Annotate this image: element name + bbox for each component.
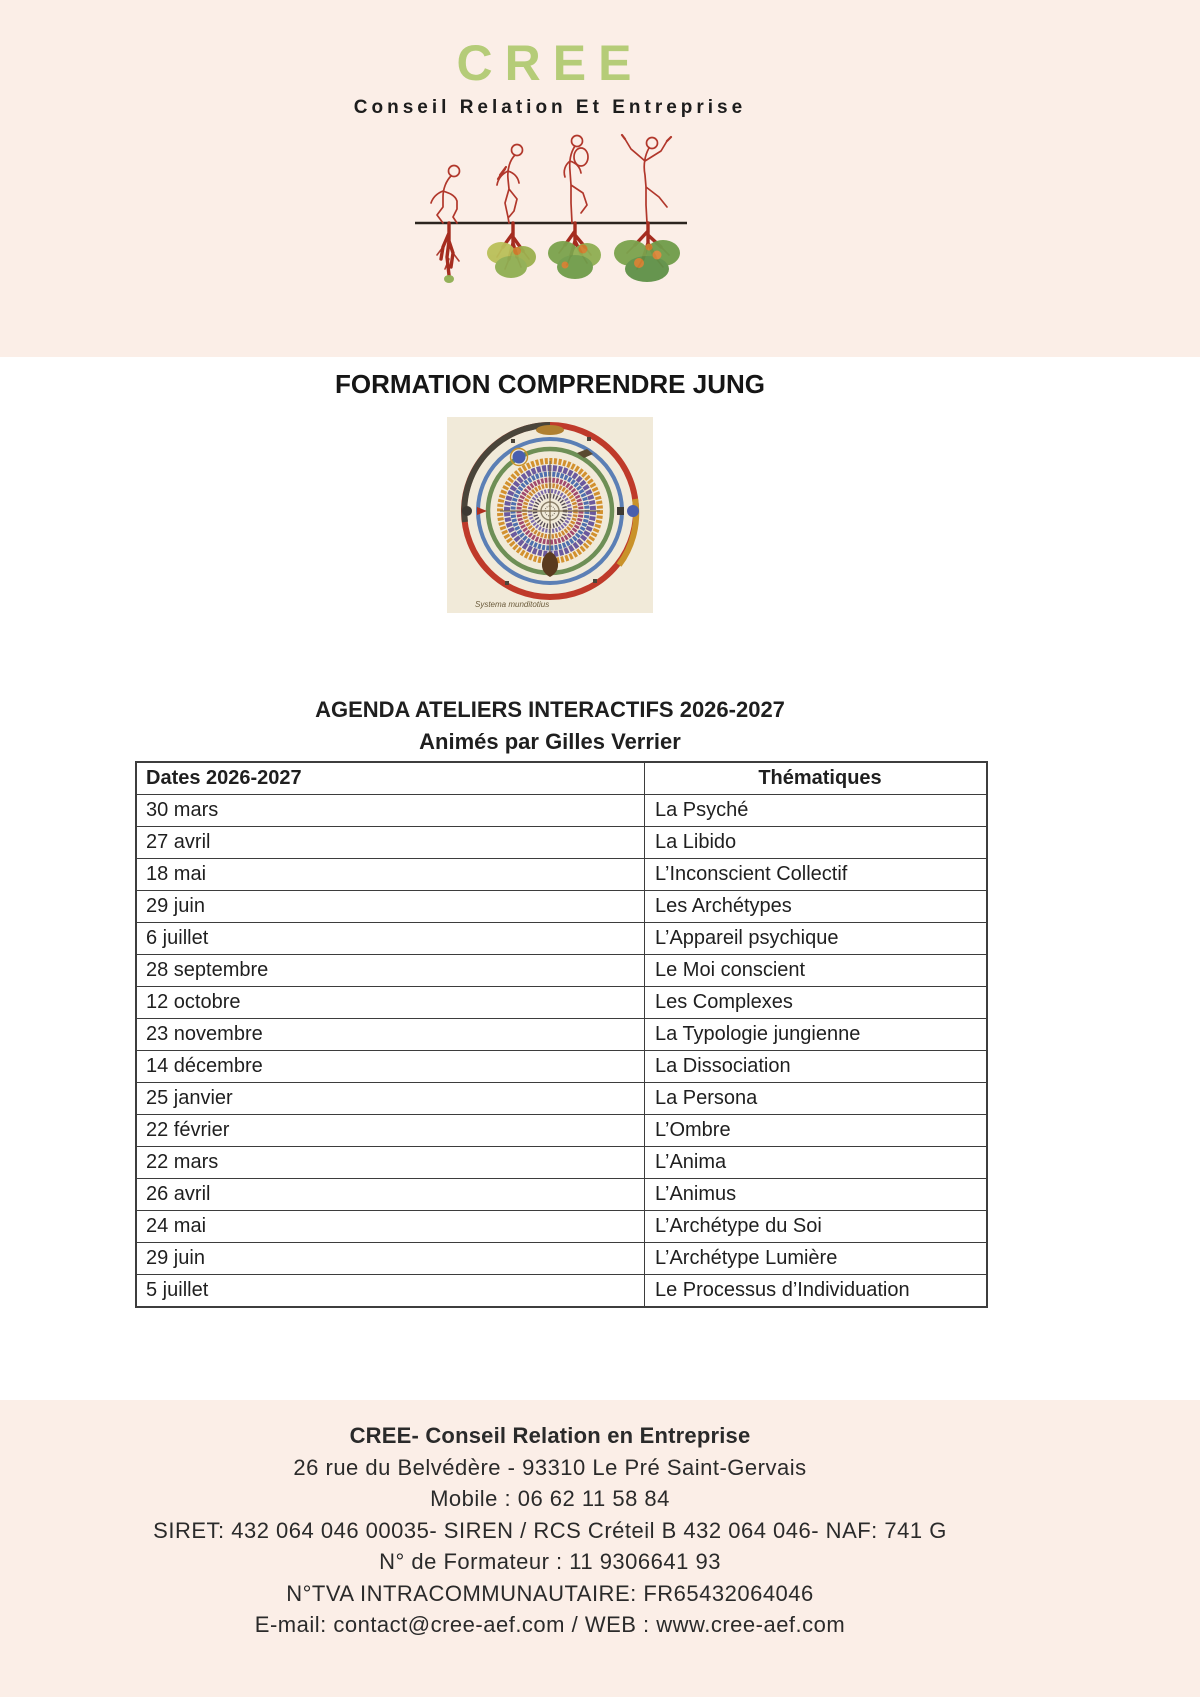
footer-line: 26 rue du Belvédère - 93310 Le Pré Saint-Gervais: [293, 1454, 807, 1480]
table-row: [136, 923, 987, 955]
date-cell: 25 janvier: [136, 1083, 645, 1115]
table-row: [136, 1243, 987, 1275]
agenda-subheading: Animés par Gilles Verrier: [419, 729, 681, 754]
agenda-table: [135, 761, 988, 1308]
theme-cell: L’Ombre: [645, 1115, 988, 1147]
jung-mandala-image: [0, 417, 1100, 613]
footer-line: N° de Formateur : 11 9306641 93: [379, 1549, 721, 1574]
table-row: [136, 891, 987, 923]
agenda-heading: AGENDA ATELIERS INTERACTIFS 2026-2027: [315, 697, 785, 722]
theme-cell: L’Animus: [645, 1179, 988, 1211]
date-cell: 27 avril: [136, 827, 645, 859]
table-row: [136, 827, 987, 859]
header-band: [0, 0, 1200, 357]
table-row: [136, 1083, 987, 1115]
table-row: [136, 1051, 987, 1083]
date-cell: 29 juin: [136, 1243, 645, 1275]
theme-cell: Les Complexes: [645, 987, 988, 1019]
footer-contact-block: [0, 1400, 1100, 1641]
theme-cell: La Psyché: [645, 795, 988, 827]
table-row: [136, 955, 987, 987]
cree-logo-text: CREE: [456, 35, 644, 91]
date-cell: 22 février: [136, 1115, 645, 1147]
theme-cell: L’Archétype Lumière: [645, 1243, 988, 1275]
theme-cell: La Dissociation: [645, 1051, 988, 1083]
theme-cell: L’Appareil psychique: [645, 923, 988, 955]
page-title: FORMATION COMPRENDRE JUNG: [335, 369, 765, 399]
document-body: [0, 357, 1200, 1400]
theme-cell: L’Anima: [645, 1147, 988, 1179]
date-cell: 6 juillet: [136, 923, 645, 955]
mandala-caption: Systema munditotius: [475, 600, 550, 609]
table-row: [136, 1211, 987, 1243]
theme-cell: Les Archétypes: [645, 891, 988, 923]
footer-line: CREE- Conseil Relation en Entreprise: [349, 1423, 751, 1448]
table-header-row: [136, 762, 987, 795]
roots-figures-drawing-icon: [405, 127, 695, 289]
table-row: [136, 1019, 987, 1051]
theme-cell: La Libido: [645, 827, 988, 859]
theme-cell: Le Processus d’Individuation: [645, 1275, 988, 1308]
table-row: [136, 859, 987, 891]
table-row: [136, 1179, 987, 1211]
dates-column-header: Dates 2026-2027: [136, 762, 645, 795]
date-cell: 26 avril: [136, 1179, 645, 1211]
theme-cell: La Typologie jungienne: [645, 1019, 988, 1051]
date-cell: 14 décembre: [136, 1051, 645, 1083]
agenda-table-head: [136, 762, 987, 795]
table-row: [136, 1147, 987, 1179]
footer-line: SIRET: 432 064 046 00035- SIREN / RCS Créteil B 432 064 046- NAF: 741 G: [153, 1517, 947, 1543]
date-cell: 24 mai: [136, 1211, 645, 1243]
date-cell: 18 mai: [136, 859, 645, 891]
footer-line: N°TVA INTRACOMMUNAUTAIRE: FR65432064046: [286, 1580, 814, 1606]
theme-cell: L’Inconscient Collectif: [645, 859, 988, 891]
footer-band: [0, 1400, 1200, 1697]
footer-line: Mobile : 06 62 11 58 84: [430, 1486, 670, 1511]
agenda-table-body: [136, 795, 987, 1308]
date-cell: 5 juillet: [136, 1275, 645, 1308]
table-row: [136, 1275, 987, 1308]
theme-cell: La Persona: [645, 1083, 988, 1115]
date-cell: 12 octobre: [136, 987, 645, 1019]
table-row: [136, 1115, 987, 1147]
mandala-drawing-icon: [447, 417, 653, 613]
table-row: [136, 795, 987, 827]
themes-column-header: Thématiques: [645, 762, 988, 795]
table-row: [136, 987, 987, 1019]
date-cell: 23 novembre: [136, 1019, 645, 1051]
date-cell: 30 mars: [136, 795, 645, 827]
theme-cell: L’Archétype du Soi: [645, 1211, 988, 1243]
logo-tagline: Conseil Relation Et Entreprise: [353, 97, 747, 118]
theme-cell: Le Moi conscient: [645, 955, 988, 987]
date-cell: 22 mars: [136, 1147, 645, 1179]
roots-figures-illustration: [0, 127, 1100, 294]
footer-line: E-mail: contact@cree-aef.com / WEB : www.cree-aef.com: [254, 1612, 846, 1637]
date-cell: 29 juin: [136, 891, 645, 923]
date-cell: 28 septembre: [136, 955, 645, 987]
